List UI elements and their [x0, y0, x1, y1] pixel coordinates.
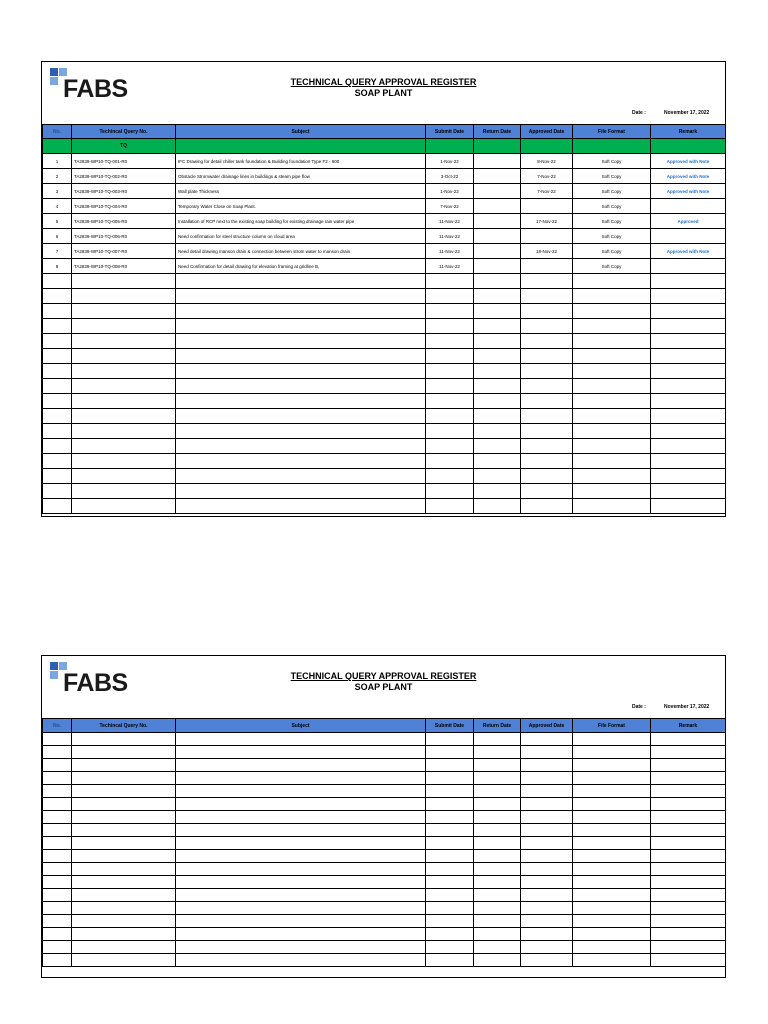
row-approved-date: 8-Nov-22: [521, 154, 573, 169]
row-return-date: [474, 214, 521, 229]
column-header-tq-no: Techincal Query No.: [72, 125, 176, 139]
row-submit-date: 1-Nov-22: [426, 154, 474, 169]
row-tq-number: TA2839-WP10-TQ-002-R0: [72, 169, 176, 184]
empty-table-row: [43, 876, 726, 889]
empty-table-row: [43, 394, 726, 409]
column-header-no: No.: [43, 719, 72, 733]
empty-table-row: [43, 928, 726, 941]
empty-table-row: [43, 469, 726, 484]
empty-table-row: [43, 364, 726, 379]
empty-table-row: [43, 439, 726, 454]
row-no: 8: [43, 259, 72, 274]
row-no: 3: [43, 184, 72, 199]
logo-square-icon: [50, 662, 58, 670]
column-header-submit-date: Submit Date: [426, 125, 474, 139]
empty-table-row: [43, 484, 726, 499]
table-row: [43, 214, 726, 229]
column-header-subject: Subject: [176, 719, 426, 733]
row-remark: [651, 229, 726, 244]
empty-table-row: [43, 785, 726, 798]
table-row: [43, 154, 726, 169]
column-header-no: No.: [43, 125, 72, 139]
empty-table-row: [43, 349, 726, 364]
empty-table-row: [43, 759, 726, 772]
table-header-row: [43, 719, 726, 733]
row-subject: Need detail drawing manson drain & connection between strom water to manson drain: [176, 244, 426, 259]
row-no: 4: [43, 199, 72, 214]
row-tq-number: TA2839-WP10-TQ-006-R0: [72, 229, 176, 244]
row-return-date: [474, 184, 521, 199]
row-submit-date: 11-Nov-22: [426, 244, 474, 259]
row-return-date: [474, 154, 521, 169]
register-table: [42, 124, 726, 514]
row-approved-date: 17-Nov-22: [521, 214, 573, 229]
row-submit-date: 1-Nov-22: [426, 184, 474, 199]
table-row: [43, 244, 726, 259]
group-label: TQ: [72, 139, 176, 154]
row-file-format: Soft Copy: [573, 214, 651, 229]
column-header-tq-no: Techincal Query No.: [72, 719, 176, 733]
logo-text: FABS: [63, 75, 128, 103]
empty-table-row: [43, 941, 726, 954]
row-approved-date: 18-Nov-22: [521, 244, 573, 259]
row-file-format: Soft Copy: [573, 169, 651, 184]
row-approved-date: 7-Nov-22: [521, 169, 573, 184]
register-title-block: [42, 77, 725, 99]
row-remark: Approved: [651, 214, 726, 229]
empty-table-row: [43, 746, 726, 759]
empty-table-row: [43, 454, 726, 469]
row-tq-number: TA2839-WP10-TQ-008-R0: [72, 259, 176, 274]
page-subtitle: SOAP PLANT: [354, 682, 413, 692]
row-return-date: [474, 259, 521, 274]
page-title: TECHNICAL QUERY APPROVAL REGISTER: [290, 671, 477, 681]
row-subject: Temporary Water Close on Soap Plant.: [176, 199, 426, 214]
row-subject: Need confirmation for steel structure column on cloud area: [176, 229, 426, 244]
row-return-date: [474, 229, 521, 244]
row-subject: IFC Drawing for detail chiller tank foundation & Building foundation Type F2 - 600: [176, 154, 426, 169]
date-value: November 17, 2022: [664, 110, 710, 116]
row-tq-number: TA2839-WP10-TQ-007-R0: [72, 244, 176, 259]
row-remark: Approved with Note: [651, 184, 726, 199]
row-submit-date: 7-Nov-22: [426, 199, 474, 214]
row-remark: Approved with Note: [651, 169, 726, 184]
empty-table-row: [43, 798, 726, 811]
row-file-format: Soft Copy: [573, 154, 651, 169]
empty-table-row: [43, 837, 726, 850]
row-file-format: Soft Copy: [573, 184, 651, 199]
table-row: [43, 169, 726, 184]
empty-table-row: [43, 409, 726, 424]
row-remark: [651, 199, 726, 214]
row-tq-number: TA2839-WP10-TQ-003-R0: [72, 184, 176, 199]
row-approved-date: [521, 259, 573, 274]
row-no: 2: [43, 169, 72, 184]
register-title-block: [42, 671, 725, 693]
column-header-remark: Remark: [651, 125, 726, 139]
row-tq-number: TA2839-WP10-TQ-004-R0: [72, 199, 176, 214]
row-approved-date: [521, 199, 573, 214]
logo-text: FABS: [63, 669, 128, 697]
row-subject: Obstacle Stromwater drainage lines in buildings & steam pipe flow: [176, 169, 426, 184]
table-row: [43, 259, 726, 274]
table-header-row: [43, 125, 726, 139]
row-submit-date: 11-Nov-22: [426, 214, 474, 229]
row-return-date: [474, 244, 521, 259]
empty-table-row: [43, 863, 726, 876]
column-header-file-format: File Format: [573, 719, 651, 733]
date-label: Date :: [632, 110, 646, 116]
column-header-submit-date: Submit Date: [426, 719, 474, 733]
table-row: [43, 229, 726, 244]
empty-table-row: [43, 424, 726, 439]
row-submit-date: 11-Nov-22: [426, 259, 474, 274]
page-title: TECHNICAL QUERY APPROVAL REGISTER: [290, 77, 477, 87]
table-row: [43, 184, 726, 199]
row-tq-number: TA2839-WP10-TQ-005-R0: [72, 214, 176, 229]
column-header-remark: Remark: [651, 719, 726, 733]
date-value: November 17, 2022: [664, 704, 710, 710]
column-header-approved-date: Approved Date: [521, 719, 573, 733]
row-subject: Installation of RCP next to the existing soap building for existing drainage rain water pipe: [176, 214, 426, 229]
row-no: 1: [43, 154, 72, 169]
row-subject: Need Confirmation for detail drawing for elevation framing at gridline B,: [176, 259, 426, 274]
empty-table-row: [43, 304, 726, 319]
column-header-file-format: File Format: [573, 125, 651, 139]
row-approved-date: [521, 229, 573, 244]
row-return-date: [474, 169, 521, 184]
empty-table-row: [43, 334, 726, 349]
column-header-approved-date: Approved Date: [521, 125, 573, 139]
logo-square-icon: [50, 68, 58, 76]
row-file-format: Soft Copy: [573, 229, 651, 244]
empty-table-row: [43, 915, 726, 928]
register-sheet-2: [41, 655, 726, 978]
row-file-format: Soft Copy: [573, 244, 651, 259]
column-header-return-date: Return Date: [474, 125, 521, 139]
row-submit-date: 3-Oct-22: [426, 169, 474, 184]
column-header-return-date: Return Date: [474, 719, 521, 733]
empty-table-row: [43, 499, 726, 514]
row-no: 6: [43, 229, 72, 244]
empty-table-row: [43, 772, 726, 785]
empty-table-row: [43, 811, 726, 824]
row-no: 7: [43, 244, 72, 259]
row-remark: Approved with Note: [651, 154, 726, 169]
date-label: Date :: [632, 704, 646, 710]
empty-table-row: [43, 274, 726, 289]
row-remark: Approved with Note: [651, 244, 726, 259]
empty-table-row: [43, 850, 726, 863]
row-approved-date: 7-Nov-22: [521, 184, 573, 199]
row-file-format: Soft Copy: [573, 199, 651, 214]
empty-table-row: [43, 902, 726, 915]
empty-table-row: [43, 824, 726, 837]
empty-table-row: [43, 954, 726, 967]
register-table: [42, 718, 726, 967]
row-no: 5: [43, 214, 72, 229]
row-submit-date: 11-Nov-22: [426, 229, 474, 244]
group-row-tq: [43, 139, 726, 154]
register-sheet-1: [41, 61, 726, 517]
page-subtitle: SOAP PLANT: [354, 88, 413, 98]
empty-table-row: [43, 289, 726, 304]
column-header-subject: Subject: [176, 125, 426, 139]
empty-table-row: [43, 733, 726, 746]
empty-table-row: [43, 889, 726, 902]
row-remark: [651, 259, 726, 274]
table-row: [43, 199, 726, 214]
row-tq-number: TA2839-WP10-TQ-001-R0: [72, 154, 176, 169]
empty-table-row: [43, 379, 726, 394]
empty-table-row: [43, 319, 726, 334]
row-file-format: Soft Copy: [573, 259, 651, 274]
row-subject: Wall plate Thickness: [176, 184, 426, 199]
row-return-date: [474, 199, 521, 214]
